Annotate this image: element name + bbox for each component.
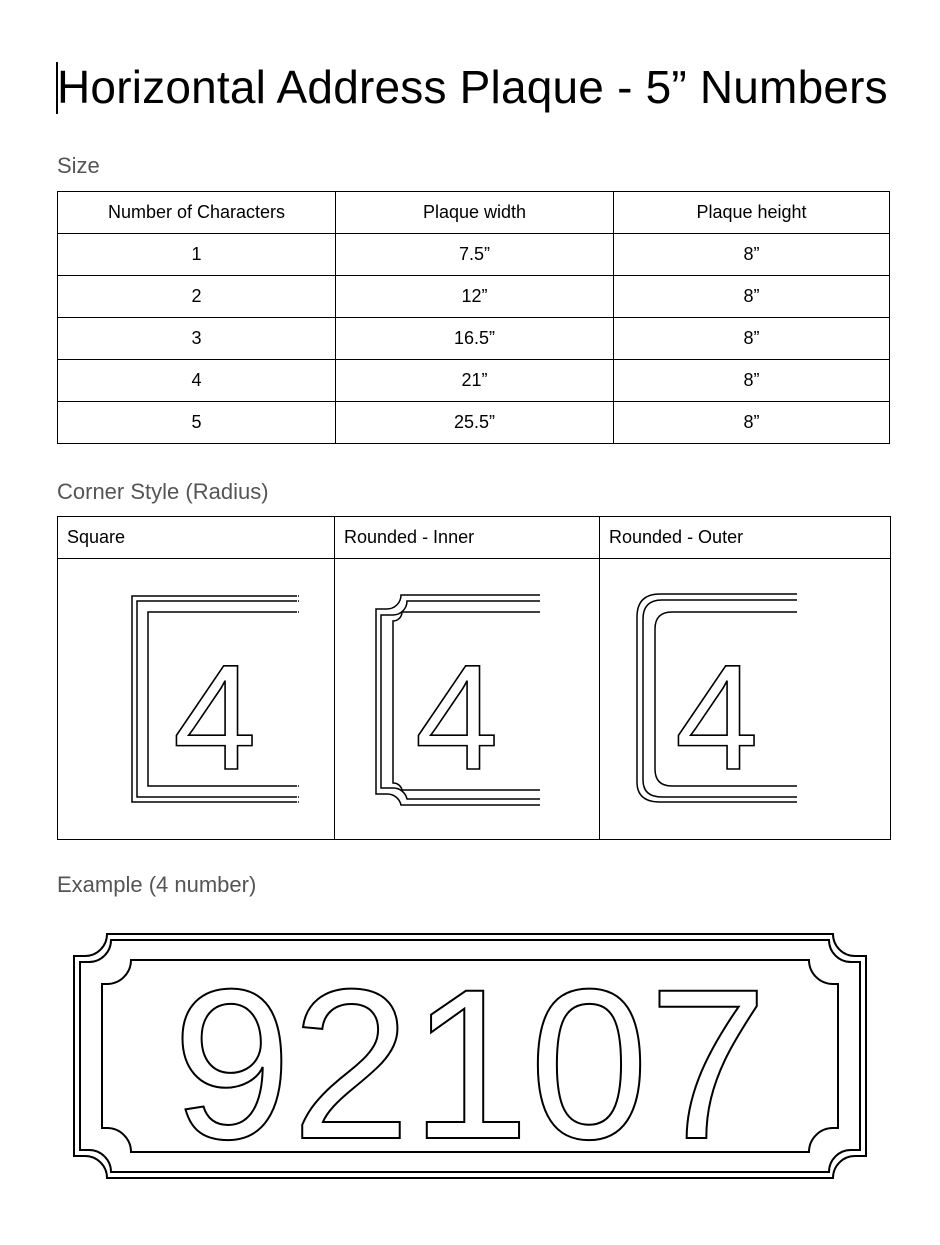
column-header: Number of Characters [58, 192, 336, 234]
corner-style-label: Rounded - Inner [335, 517, 600, 559]
sample-digit: 4 [415, 633, 499, 801]
page-title: Horizontal Address Plaque - 5” Numbers [57, 61, 888, 113]
table-row [58, 402, 890, 444]
corner-style-header [58, 517, 891, 559]
corner-style-label: Square [58, 517, 335, 559]
rounded-outer-corner-illustration [600, 559, 890, 839]
table-cell: 8” [614, 402, 890, 444]
table-cell: 16.5” [336, 318, 614, 360]
corner-style-table [57, 516, 891, 840]
table-cell: 8” [614, 318, 890, 360]
table-row [58, 360, 890, 402]
square-corner-illustration [58, 559, 334, 839]
table-cell: 8” [614, 234, 890, 276]
column-header: Plaque height [614, 192, 890, 234]
example-plaque-illustration [70, 928, 870, 1188]
example-heading: Example (4 number) [57, 872, 257, 897]
table-cell: 4 [58, 360, 336, 402]
table-cell: 3 [58, 318, 336, 360]
table-cell: 2 [58, 276, 336, 318]
sample-digit: 4 [675, 633, 759, 801]
size-heading: Size [57, 153, 100, 178]
corner-style-heading: Corner Style (Radius) [57, 479, 269, 504]
square-corner-cell [58, 559, 335, 840]
table-cell: 12” [336, 276, 614, 318]
size-table [57, 191, 890, 444]
table-cell: 8” [614, 360, 890, 402]
table-row [58, 234, 890, 276]
rounded-inner-corner-illustration [335, 559, 599, 839]
column-header: Plaque width [336, 192, 614, 234]
table-cell: 7.5” [336, 234, 614, 276]
table-row [58, 318, 890, 360]
rounded-outer-corner-cell [600, 559, 891, 840]
sample-digit: 4 [173, 633, 257, 801]
size-table-header [58, 192, 890, 234]
corner-style-label: Rounded - Outer [600, 517, 891, 559]
corner-style-samples [58, 559, 891, 840]
table-cell: 21” [336, 360, 614, 402]
table-cell: 5 [58, 402, 336, 444]
table-row [58, 276, 890, 318]
table-cell: 1 [58, 234, 336, 276]
table-cell: 25.5” [336, 402, 614, 444]
example-number: 92107 [172, 945, 768, 1184]
table-cell: 8” [614, 276, 890, 318]
rounded-inner-corner-cell [335, 559, 600, 840]
